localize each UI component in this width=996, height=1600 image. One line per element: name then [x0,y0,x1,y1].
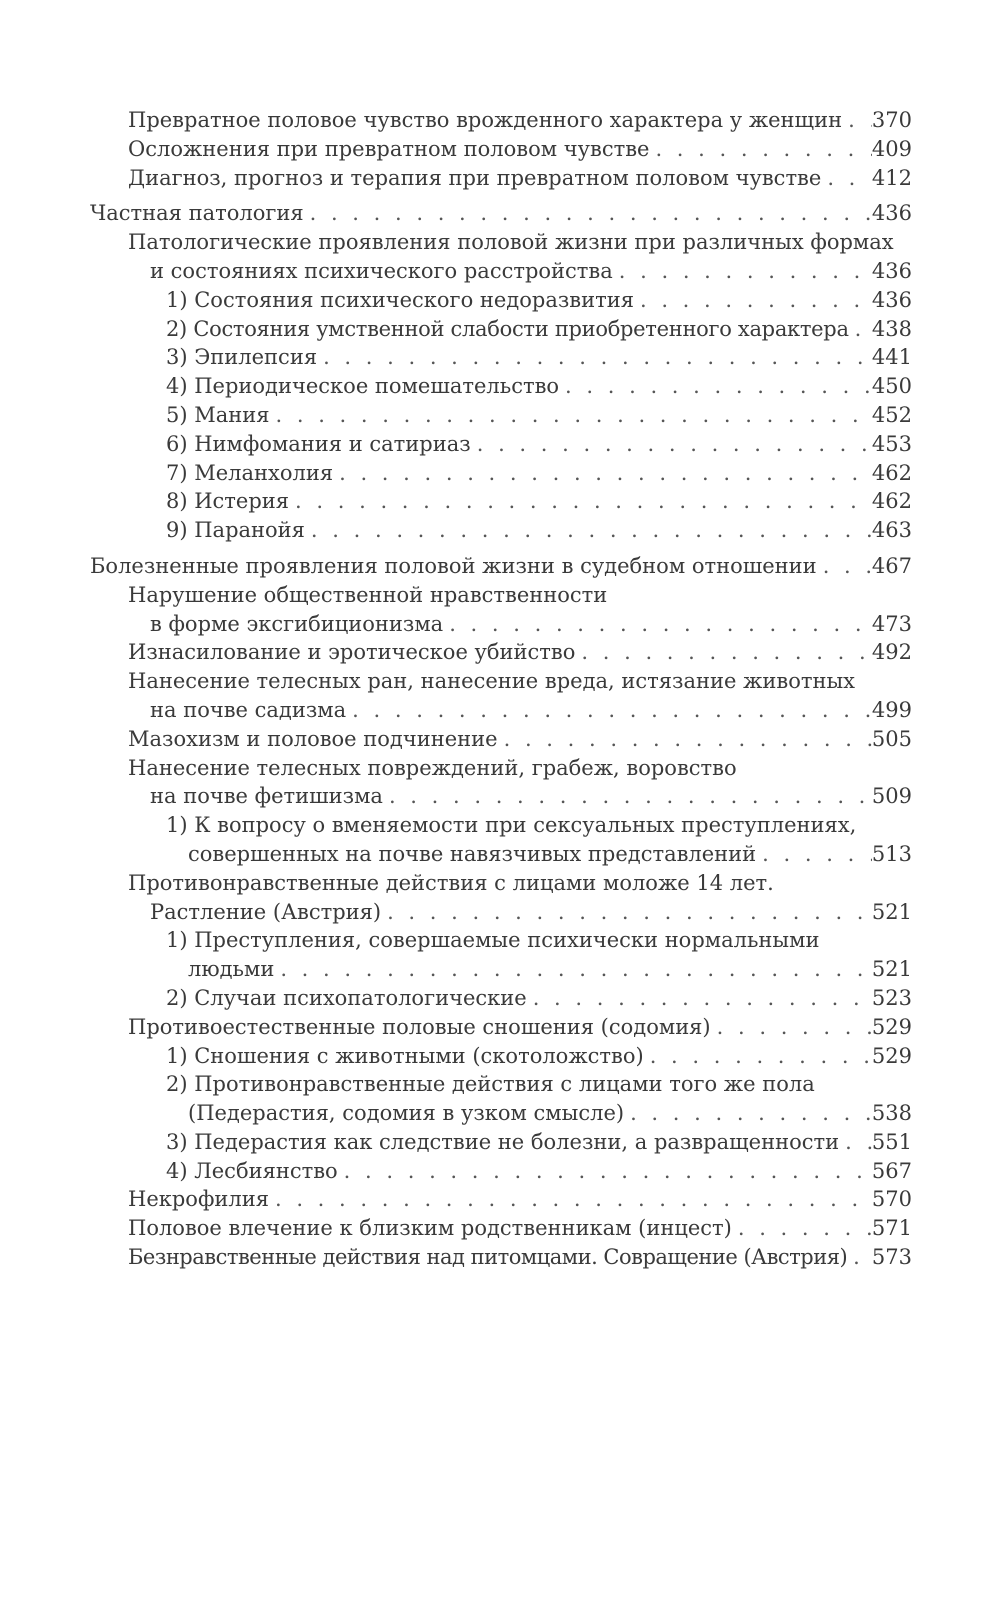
toc-entry-title: Осложнения при превратном половом чувстве [128,136,650,161]
dot-leader [732,1214,872,1243]
toc-line [128,782,912,811]
toc-entry [90,228,912,286]
toc-page-number: 521 [871,957,912,982]
toc-entry-title: 2) Противонравственные действия с лицами того же пола [166,1072,815,1097]
toc-line [166,926,912,955]
toc-line [166,430,912,459]
toc-page-number: 492 [871,640,912,665]
toc-entry [90,581,912,639]
toc-page-number: 570 [871,1187,912,1212]
dot-leader [527,984,872,1013]
toc-page-number: 551 [871,1129,912,1154]
toc-subentry [90,401,912,430]
toc-line [128,228,912,257]
toc-line [166,1042,912,1071]
toc-entry [90,1185,912,1214]
toc-entry-title: 9) Паранойя [166,518,305,543]
toc-page-number: 441 [871,345,912,370]
toc-page-number: 523 [871,985,912,1010]
toc-line [128,1013,912,1042]
toc-entry [90,638,912,667]
toc-entry-title: 1) Состояния психического недоразвития [166,287,634,312]
toc-page-number: 370 [871,108,912,132]
dot-leader [649,135,871,164]
toc-entry-title: Частная патология [90,201,304,226]
toc-line [128,725,912,754]
toc-subentry [90,487,912,516]
toc-page-number: 499 [871,697,912,722]
toc-entry-title: 2) Состояния умственной слабости приобретенного характера [166,316,849,341]
toc-entry-title: 4) Периодическое помешательство [166,374,560,399]
dot-leader [304,199,872,228]
toc-line [128,106,912,135]
toc-entry-title: 1) К вопросу о вменяемости при сексуальных преступлениях, [166,813,857,838]
toc-entry-title: 6) Нимфомания и сатириаз [166,431,471,456]
toc-entry-title: Противонравственные действия с лицами моложе 14 лет. [128,870,774,895]
dot-leader [498,725,872,754]
toc-entry-title: Растление (Австрия) [150,899,382,924]
toc-line [128,164,912,193]
toc-entry-title: в форме эксгибиционизма [150,611,444,636]
dot-leader [305,516,872,545]
toc-subentry [90,1070,912,1128]
toc-page-number: 509 [871,784,912,809]
toc-line [128,257,912,286]
toc-entry [90,135,912,164]
toc-subentry [90,1157,912,1186]
toc-entry-title: Нарушение общественной нравственности [128,582,608,607]
toc-line [128,898,912,927]
toc-entry-title: Изнасилование и эротическое убийство [128,640,576,665]
toc-line [128,696,912,725]
dot-leader [289,487,872,516]
toc-line [166,487,912,516]
toc-entry [90,754,912,812]
toc-entry-title: 1) Преступления, совершаемые психически нормальными [166,928,820,953]
toc-section [90,552,912,581]
toc-page-number: 452 [871,402,912,427]
toc-line [166,401,912,430]
dot-leader [338,1157,872,1186]
toc-entry-title: 1) Сношения с животными (скотоложство) [166,1043,644,1068]
toc-line [166,840,912,869]
toc-subentry [90,516,912,545]
toc-page-number: 450 [871,374,912,399]
toc-entry [90,869,912,927]
toc-entry-title: людьми [188,957,275,982]
table-of-contents [90,106,912,1272]
toc-entry-title: Нанесение телесных ран, нанесение вреда, истязание животных [128,669,856,694]
toc-entry [90,1214,912,1243]
toc-line [166,516,912,545]
toc-entry-title: Некрофилия [128,1187,269,1212]
dot-leader [317,343,872,372]
dot-leader [575,638,872,667]
toc-line [128,610,912,639]
toc-subentry [90,1042,912,1071]
toc-entry [90,725,912,754]
dot-leader [634,286,872,315]
toc-entry-title: Патологические проявления половой жизни при различных формах [128,230,894,255]
toc-line [166,286,912,315]
dot-leader [821,164,872,193]
dot-leader [847,1243,872,1272]
toc-line [166,372,912,401]
toc-page-number: 571 [871,1216,912,1241]
dot-leader [624,1099,872,1128]
dot-leader [711,1013,872,1042]
toc-line [128,869,912,898]
toc-entry-title: и состояниях психического расстройства [150,258,613,283]
dot-leader [471,430,872,459]
toc-entry [90,1243,912,1272]
toc-entry-title: 7) Меланхолия [166,460,334,485]
dot-leader [817,552,872,581]
dot-leader [381,898,872,927]
toc-line [128,638,912,667]
dot-leader [346,696,872,725]
toc-subentry [90,1128,912,1157]
toc-entry-title: 4) Лесбиянство [166,1158,338,1183]
toc-line [166,315,912,344]
toc-page-number: 436 [871,287,912,312]
toc-page-number: 412 [871,165,912,190]
toc-subentry [90,430,912,459]
toc-subentry [90,343,912,372]
toc-line [166,1099,912,1128]
toc-subentry [90,459,912,488]
toc-subentry [90,315,912,344]
toc-line [128,667,912,696]
toc-line [166,343,912,372]
toc-subentry [90,984,912,1013]
dot-leader [613,257,872,286]
toc-page-number: 538 [871,1101,912,1126]
toc-line [128,1214,912,1243]
toc-entry-title: на почве садизма [150,697,347,722]
dot-leader [270,401,872,430]
dot-leader [269,1185,872,1214]
toc-entry-title: Превратное половое чувство врожденного характера у женщин [128,108,843,132]
toc-subentry [90,811,912,869]
toc-entry-title: 3) Эпилепсия [166,345,318,370]
dot-leader [839,1128,872,1157]
toc-line [166,811,912,840]
toc-line [128,581,912,610]
toc-line [90,199,912,228]
toc-entry-title: Нанесение телесных повреждений, грабеж, воровство [128,755,737,780]
toc-page-number: 409 [871,136,912,161]
dot-leader [849,315,872,344]
toc-entry-title: 8) Истерия [166,489,290,514]
toc-entry-title: Диагноз, прогноз и терапия при превратном половом чувстве [128,165,822,190]
toc-page-number: 436 [871,258,912,283]
toc-line [128,754,912,783]
toc-page-number: 573 [871,1245,912,1270]
toc-entry-title: Болезненные проявления половой жизни в судебном отношении [90,553,817,578]
dot-leader [644,1042,872,1071]
toc-entry-title: Половое влечение к близким родственникам (инцест) [128,1216,732,1241]
toc-page-number: 521 [871,899,912,924]
toc-page-number: 467 [871,553,912,578]
toc-subentry [90,926,912,984]
dot-leader [274,955,872,984]
toc-entry-title: совершенных на почве навязчивых представлений [188,841,757,866]
toc-entry-title: 5) Мания [166,402,270,427]
dot-leader [383,782,872,811]
dot-leader [333,459,872,488]
toc-page-number: 473 [871,611,912,636]
toc-line [128,135,912,164]
dot-leader [443,610,872,639]
toc-page-number: 462 [871,460,912,485]
toc-entry [90,106,912,135]
toc-page-number: 529 [871,1043,912,1068]
toc-subentry [90,372,912,401]
dot-leader [842,106,872,135]
toc-page-number: 462 [871,489,912,514]
toc-entry-title: 2) Случаи психопатологические [166,985,527,1010]
toc-page-number: 513 [871,841,912,866]
toc-line [128,1243,912,1272]
toc-page-number: 463 [871,518,912,543]
toc-line [166,1070,912,1099]
toc-line [166,984,912,1013]
toc-entry [90,164,912,193]
toc-line [128,1185,912,1214]
toc-entry-title: на почве фетишизма [150,784,383,809]
toc-entry [90,667,912,725]
dot-leader [756,840,872,869]
toc-entry [90,1013,912,1042]
toc-line [90,552,912,581]
toc-line [166,459,912,488]
toc-entry-title: Противоестественные половые сношения (содомия) [128,1014,711,1039]
toc-line [166,955,912,984]
toc-line [166,1157,912,1186]
toc-page-number: 438 [871,316,912,341]
dot-leader [559,372,872,401]
toc-page-number: 505 [871,726,912,751]
toc-subentry [90,286,912,315]
toc-entry-title: Безнравственные действия над питомцами. Совращение (Австрия) [128,1245,848,1270]
toc-entry-title: Мазохизм и половое подчинение [128,726,498,751]
toc-section [90,199,912,228]
toc-page-number: 453 [871,431,912,456]
toc-entry-title: 3) Педерастия как следствие не болезни, а развращенности [166,1129,840,1154]
toc-line [166,1128,912,1157]
toc-entry-title: (Педерастия, содомия в узком смысле) [188,1101,625,1126]
toc-page-number: 567 [871,1158,912,1183]
toc-page-number: 436 [871,201,912,226]
toc-page-number: 529 [871,1014,912,1039]
